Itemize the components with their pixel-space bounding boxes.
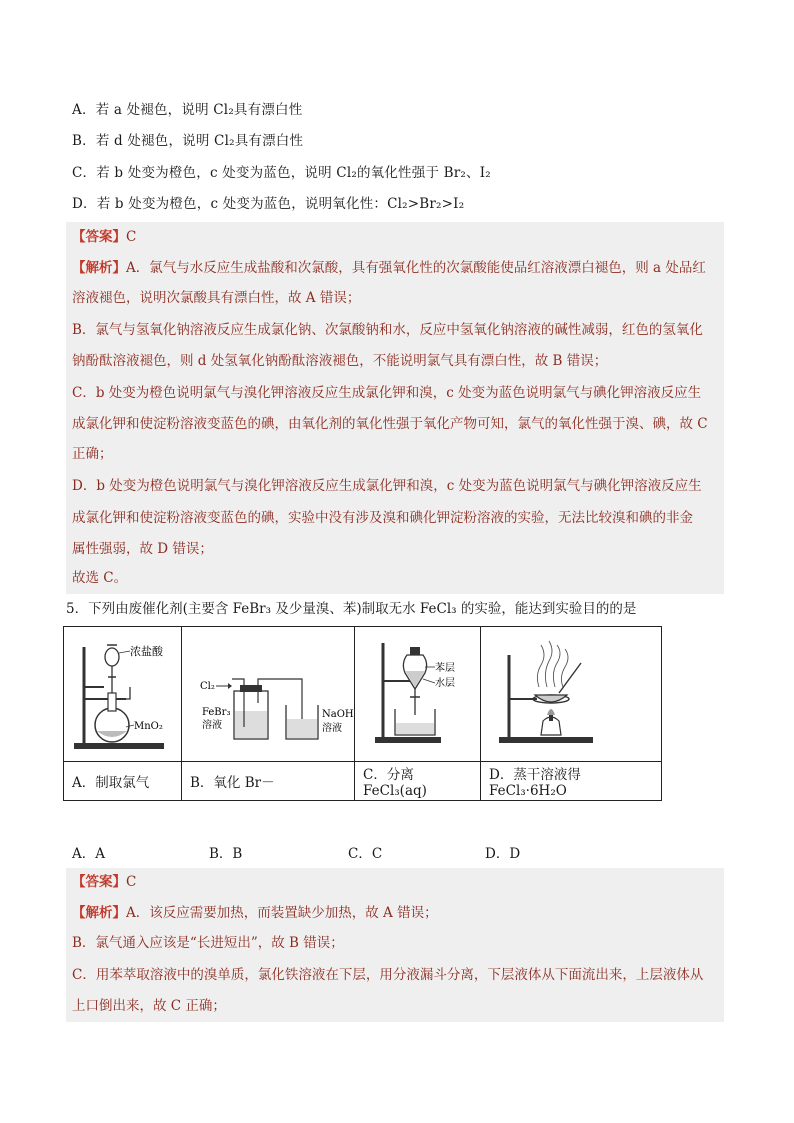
analysis-tag: 【解析】 <box>72 260 126 276</box>
febr3-label: FeBr₃ <box>202 707 231 718</box>
answer-line <box>72 227 136 247</box>
analysis-line-11: 故选 C。 <box>72 570 128 586</box>
analysis-line-1 <box>72 258 706 278</box>
analysis-tag: 【解析】 <box>72 905 126 921</box>
acid-label: 浓盐酸 <box>130 645 163 658</box>
analysis-line-2: B．氯气通入应该是“长进短出”，故 B 错误； <box>72 935 344 951</box>
stand-base <box>499 737 593 743</box>
answer-value: C <box>126 229 137 245</box>
analysis-text: A．氯气与水反应生成盐酸和次氯酸，具有强氧化性的次氯酸能使品红溶液漂白褪色，则 a 处品红 <box>126 260 706 276</box>
answer-block-q4 <box>66 222 724 594</box>
analysis-text: A．该反应需要加热，而装置缺少加热，故 A 错误； <box>126 905 438 921</box>
analysis-line-6: 成氯化钾和使淀粉溶液变蓝色的碘，由氧化剂的氧化性强于氧化产物可知，氯气的氧化性强于溴、碘，故 C <box>72 416 708 432</box>
analysis-line-1 <box>72 903 438 923</box>
caption-d: D．蒸干溶液得 FeCl₃·6H₂O <box>481 762 662 801</box>
chlorine-generator-figure <box>64 627 181 761</box>
analysis-line-4: 上口倒出来，故 C 正确； <box>72 998 226 1014</box>
answer-line <box>72 872 136 892</box>
answer-choices <box>72 842 592 862</box>
mno2-label: MnO₂ <box>134 721 163 732</box>
stand-base <box>74 743 164 749</box>
febr3-solution-label: 溶液 <box>202 720 222 731</box>
answer-tag: 【答案】 <box>72 229 126 245</box>
analysis-line-3: C．用苯萃取溶液中的溴单质，氯化铁溶液在下层，用分液漏斗分离，下层液体从下面流出来，上层液体从 <box>72 967 704 983</box>
gas-washing-figure <box>182 627 354 761</box>
evaporating-dish <box>535 695 567 702</box>
figure-c-cell <box>355 627 481 762</box>
naoh-solution-label: 溶液 <box>322 723 342 734</box>
choice-b: B．B <box>209 846 243 862</box>
question-5-stem: 5．下列由废催化剂(主要含 FeBr₃ 及少量溴、苯)制取无水 FeCl₃ 的实验，能达到实验目的的是 <box>66 601 637 617</box>
apparatus-table <box>63 626 662 801</box>
cl2-label: Cl₂ <box>200 681 215 692</box>
option-b: B．若 d 处褪色，说明 Cl₂具有漂白性 <box>72 133 304 149</box>
caption-b: B．氧化 Br－ <box>182 762 355 801</box>
separatory-funnel-figure <box>355 627 480 761</box>
figure-d-cell <box>481 627 662 762</box>
glass-rod <box>559 663 581 693</box>
answer-value: C <box>126 874 137 890</box>
analysis-line-5: C．b 处变为橙色说明氯气与溴化钾溶液反应生成氯化钾和溴，c 处变为蓝色说明氯气与碘化钾溶液反应生 <box>72 385 702 401</box>
benzene-layer-label: 苯层 <box>435 663 455 674</box>
analysis-line-2: 溶液褪色，说明次氯酸具有漂白性，故 A 错误； <box>72 290 361 306</box>
caption-c: C．分离 FeCl₃(aq) <box>355 762 481 801</box>
stand-base <box>375 737 441 743</box>
analysis-line-8: D．b 处变为橙色说明氯气与溴化钾溶液反应生成氯化钾和溴，c 处变为蓝色说明氯气与碘化钾溶液反应生 <box>72 478 702 494</box>
choice-a: A．A <box>72 846 105 862</box>
figure-a-cell <box>64 627 182 762</box>
analysis-line-9: 成氯化钾和使淀粉溶液变蓝色的碘，实验中没有涉及溴和碘化钾淀粉溶液的实验，无法比较溴和碘的非金 <box>72 510 693 526</box>
choice-c: C．C <box>348 846 383 862</box>
water-layer-label: 水层 <box>435 678 455 689</box>
analysis-line-4: 钠酚酞溶液褪色，则 d 处氢氧化钠酚酞溶液褪色，不能说明氯气具有漂白性，故 B 错误； <box>72 353 608 369</box>
choice-d: D．D <box>485 846 521 862</box>
analysis-line-7: 正确； <box>72 446 113 462</box>
analysis-line-3: B．氯气与氢氧化钠溶液反应生成氯化钠、次氯酸钠和水，反应中氢氧化钠溶液的碱性减弱，红色的氢氧化 <box>72 322 703 338</box>
option-a: A．若 a 处褪色，说明 Cl₂具有漂白性 <box>72 102 303 118</box>
evaporating-dish-figure <box>481 627 661 761</box>
naoh-label: NaOH <box>322 709 354 720</box>
analysis-line-10: 属性强弱，故 D 错误； <box>72 541 213 557</box>
option-d: D．若 b 处变为橙色，c 处变为蓝色，说明氧化性：Cl₂>Br₂>I₂ <box>72 196 465 212</box>
dropping-funnel <box>105 648 119 666</box>
figure-b-cell <box>182 627 355 762</box>
answer-block-q5 <box>66 868 724 1022</box>
caption-a: A．制取氯气 <box>64 762 182 801</box>
option-c: C．若 b 处变为橙色，c 处变为蓝色，说明 Cl₂的氧化性强于 Br₂、I₂ <box>72 165 491 181</box>
answer-tag: 【答案】 <box>72 874 126 890</box>
